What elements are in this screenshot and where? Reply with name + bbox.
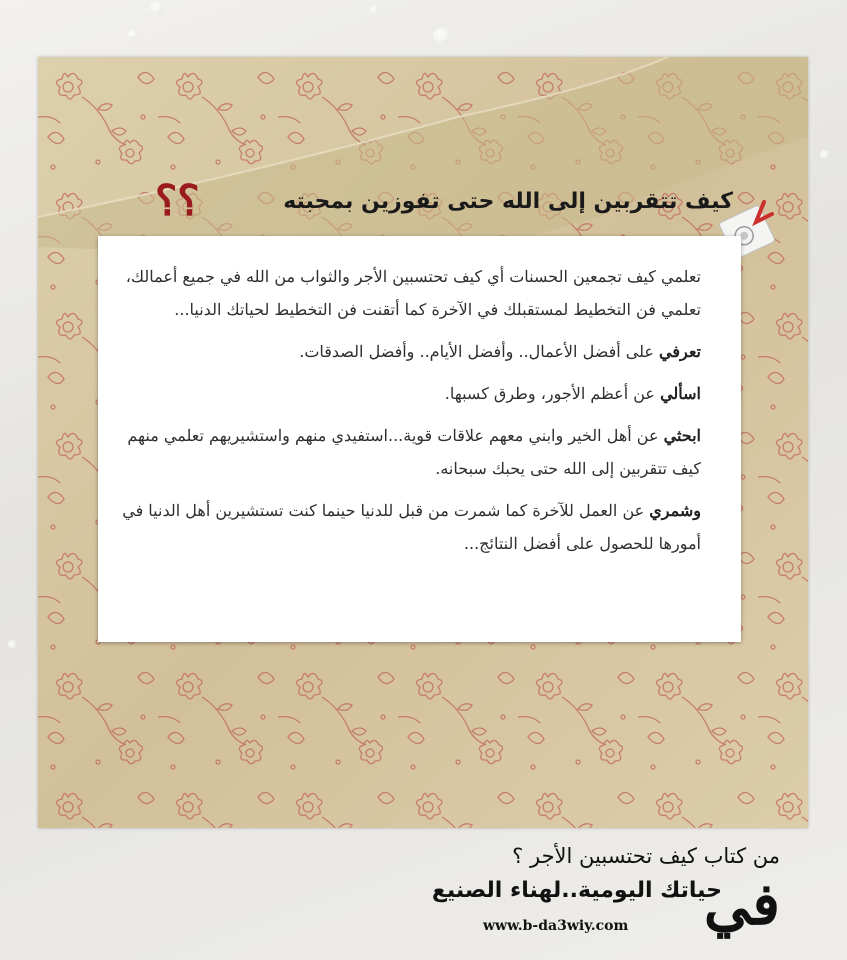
website-url: www.b-da3wiy.com bbox=[483, 918, 629, 934]
book-subtitle-author: حياتك اليومية..لهناء الصنيع bbox=[431, 878, 722, 903]
water-drop bbox=[8, 640, 17, 649]
keyword-learn: تعرفي bbox=[659, 342, 701, 361]
footer-fi: في bbox=[703, 870, 780, 938]
paragraph-ask-text: عن أعظم الأجور، وطرق كسبها. bbox=[444, 384, 661, 403]
book-source: من كتاب كيف تحتسبين الأجر ؟ bbox=[512, 844, 780, 868]
water-drop bbox=[370, 6, 378, 14]
water-drop bbox=[128, 30, 137, 39]
water-drop bbox=[433, 28, 451, 44]
paragraph-search bbox=[111, 419, 701, 485]
paragraph-learn-text: على أفضل الأعمال.. وأفضل الأيام.. وأفضل الصدقات. bbox=[299, 342, 660, 361]
paragraph-learn bbox=[111, 335, 701, 368]
keyword-search: ابحثي bbox=[663, 426, 701, 445]
water-drop bbox=[820, 150, 830, 159]
question-marks: ؟؟ bbox=[155, 176, 200, 225]
card-body bbox=[111, 260, 701, 569]
keyword-strive: وشمري bbox=[649, 501, 701, 520]
text-card bbox=[98, 236, 741, 642]
water-drop bbox=[150, 2, 164, 14]
keyword-ask: اسألي bbox=[660, 384, 701, 403]
paragraph-strive bbox=[111, 494, 701, 560]
paragraph-ask bbox=[111, 377, 701, 410]
paragraph-search-text: عن أهل الخير وابني معهم علاقات قوية...استفيدي منهم واستشيريهم تعلمي منهم كيف تتقربين إلى الله حتى يحبك سبحانه. bbox=[127, 426, 701, 478]
intro-paragraph: تعلمي كيف تجمعين الحسنات أي كيف تحتسبين الأجر والثواب من الله في جميع أعمالك، تعلمي فن التخطيط لمستقبلك في الآخرة كما أتقنت فن التخطيط لحياتك الدنيا... bbox=[125, 267, 701, 319]
page-title: كيف تتقربين إلى الله حتى تفوزين بمحبته bbox=[283, 189, 733, 214]
paragraph-strive-text: عن العمل للآخرة كما شمرت من قبل للدنيا حينما كنت تستشيرين أهل الدنيا في أمورها للحصول على أفضل النتائج... bbox=[122, 501, 701, 553]
